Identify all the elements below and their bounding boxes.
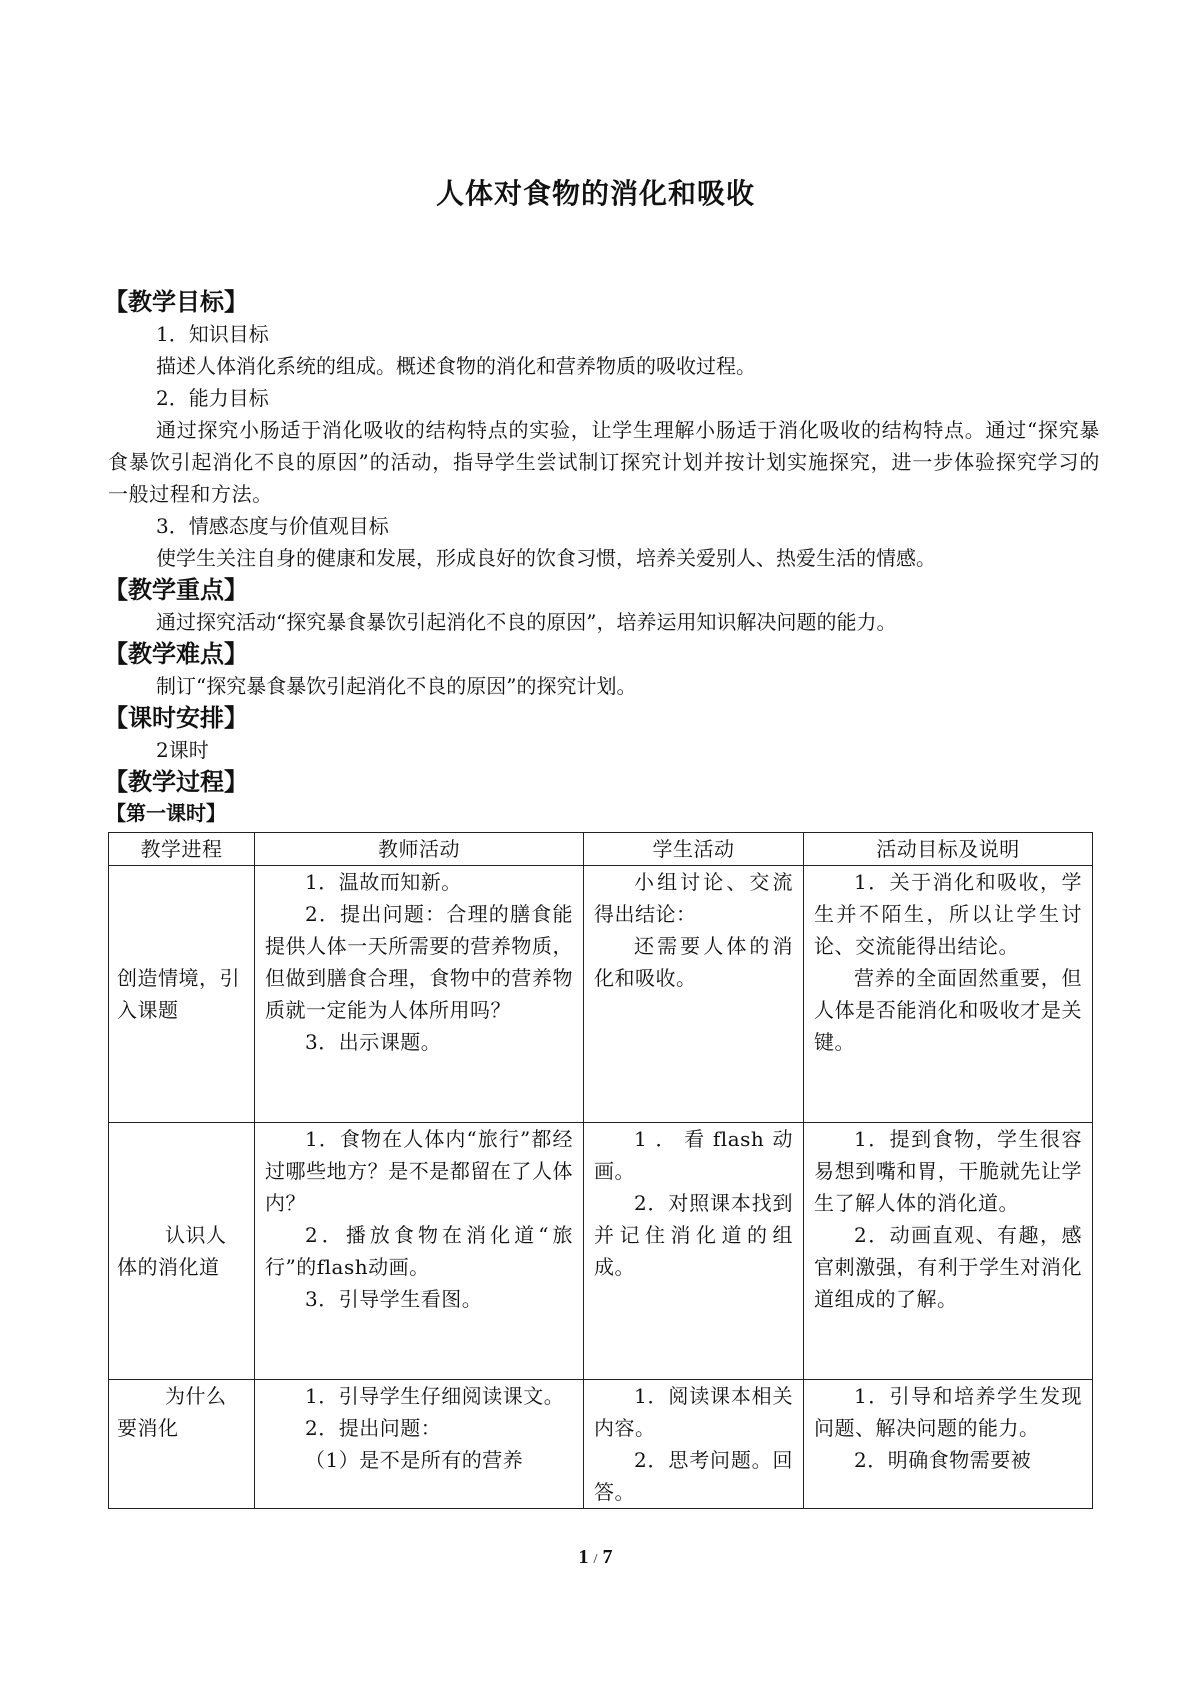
section-heading-key-points: 【教学重点】 bbox=[104, 576, 248, 604]
student-line: 1．阅读课本相关内容。 bbox=[594, 1384, 793, 1440]
table-header-row bbox=[109, 833, 1093, 866]
column-header-goal: 活动目标及说明 bbox=[804, 833, 1093, 866]
stage-cell bbox=[109, 1123, 255, 1380]
teacher-cell bbox=[255, 866, 584, 1123]
student-cell bbox=[584, 866, 804, 1123]
teacher-cell bbox=[255, 1380, 584, 1509]
teacher-cell bbox=[255, 1123, 584, 1380]
stage-text: 认识人体的消化道 bbox=[117, 1223, 227, 1279]
column-header-stage: 教学进程 bbox=[109, 833, 255, 866]
teacher-line: 1．引导学生仔细阅读课文。 bbox=[305, 1384, 565, 1408]
lesson-process-table bbox=[108, 832, 1093, 1509]
column-header-teacher: 教师活动 bbox=[255, 833, 584, 866]
teacher-line: 3．出示课题。 bbox=[305, 1030, 442, 1054]
teacher-line: 2．提出问题：合理的膳食能提供人体一天所需要的营养物质，但做到膳食合理，食物中的营养物质就一定能为人体所用吗？ bbox=[265, 902, 573, 1022]
goal-cell bbox=[804, 866, 1093, 1123]
student-line: 2．对照课本找到并记住消化道的组成。 bbox=[594, 1191, 793, 1279]
stage-text: 创造情境，引入课题 bbox=[117, 966, 240, 1022]
document-title: 人体对食物的消化和吸收 bbox=[435, 177, 755, 210]
goal-3-title: 3．情感态度与价值观目标 bbox=[156, 514, 389, 538]
table-row bbox=[109, 1123, 1093, 1380]
difficult-points-text: 制订“探究暴食暴饮引起消化不良的原因”的探究计划。 bbox=[156, 674, 637, 698]
student-line: 还需要人体的消化和吸收。 bbox=[594, 934, 793, 990]
teacher-line: 2．提出问题： bbox=[305, 1416, 442, 1440]
goal-line: 2．明确食物需要被 bbox=[854, 1448, 1032, 1472]
goal-2-text: 通过探究小肠适于消化吸收的结构特点的实验，让学生理解小肠适于消化吸收的结构特点。通过“探究暴食暴饮引起消化不良的原因”的活动，指导学生尝试制订探究计划并按计划实施探究，进一步体验探究学习的一般过程和方法。 bbox=[108, 418, 1100, 506]
lesson-1-heading: 【第一课时】 bbox=[106, 801, 226, 825]
teacher-line: 1．食物在人体内“旅行”都经过哪些地方？是不是都留在了人体内？ bbox=[265, 1127, 573, 1215]
page-total: 7 bbox=[602, 1546, 613, 1568]
table-row bbox=[109, 866, 1093, 1123]
student-line: 小组讨论、交流得出结论： bbox=[594, 870, 793, 926]
goal-line: 2．动画直观、有趣，感官刺激强，有利于学生对消化道组成的了解。 bbox=[814, 1223, 1082, 1311]
student-line: 1．看flash动画。 bbox=[594, 1127, 793, 1183]
goal-2-title: 2．能力目标 bbox=[156, 386, 269, 410]
teacher-line: （1）是不是所有的营养 bbox=[305, 1448, 524, 1472]
goal-cell bbox=[804, 1123, 1093, 1380]
section-heading-difficult-points: 【教学难点】 bbox=[104, 640, 248, 668]
schedule-text: 2课时 bbox=[156, 738, 209, 762]
stage-cell bbox=[109, 866, 255, 1123]
student-cell bbox=[584, 1380, 804, 1509]
page-separator: / bbox=[593, 1552, 598, 1567]
goal-line: 1．提到食物，学生很容易想到嘴和胃，干脆就先让学生了解人体的消化道。 bbox=[814, 1127, 1082, 1215]
page-current: 1 bbox=[578, 1546, 589, 1568]
teacher-line: 2．播放食物在消化道“旅行”的flash动画。 bbox=[265, 1223, 573, 1279]
teacher-line: 3．引导学生看图。 bbox=[305, 1287, 483, 1311]
section-heading-goals: 【教学目标】 bbox=[104, 288, 248, 316]
stage-cell bbox=[109, 1380, 255, 1509]
table-row bbox=[109, 1380, 1093, 1509]
goal-3-text: 使学生关注自身的健康和发展，形成良好的饮食习惯，培养关爱别人、热爱生活的情感。 bbox=[156, 546, 936, 570]
teacher-line: 1．温故而知新。 bbox=[305, 870, 462, 894]
section-heading-schedule: 【课时安排】 bbox=[104, 704, 248, 732]
section-heading-process: 【教学过程】 bbox=[104, 768, 248, 796]
stage-text: 为什么要消化 bbox=[117, 1384, 227, 1440]
goal-line: 营养的全面固然重要，但人体是否能消化和吸收才是关键。 bbox=[814, 966, 1082, 1054]
goal-cell bbox=[804, 1380, 1093, 1509]
student-line: 2．思考问题。回答。 bbox=[594, 1448, 793, 1504]
goal-line: 1．引导和培养学生发现问题、解决问题的能力。 bbox=[814, 1384, 1082, 1440]
goal-line: 1．关于消化和吸收，学生并不陌生，所以让学生讨论、交流能得出结论。 bbox=[814, 870, 1082, 958]
page-number bbox=[0, 1546, 1191, 1569]
key-points-text: 通过探究活动“探究暴食暴饮引起消化不良的原因”，培养运用知识解决问题的能力。 bbox=[156, 610, 897, 634]
goal-1-title: 1．知识目标 bbox=[156, 322, 269, 346]
document-body bbox=[104, 286, 1100, 828]
student-cell bbox=[584, 1123, 804, 1380]
goal-1-text: 描述人体消化系统的组成。概述食物的消化和营养物质的吸收过程。 bbox=[156, 354, 756, 378]
column-header-student: 学生活动 bbox=[584, 833, 804, 866]
